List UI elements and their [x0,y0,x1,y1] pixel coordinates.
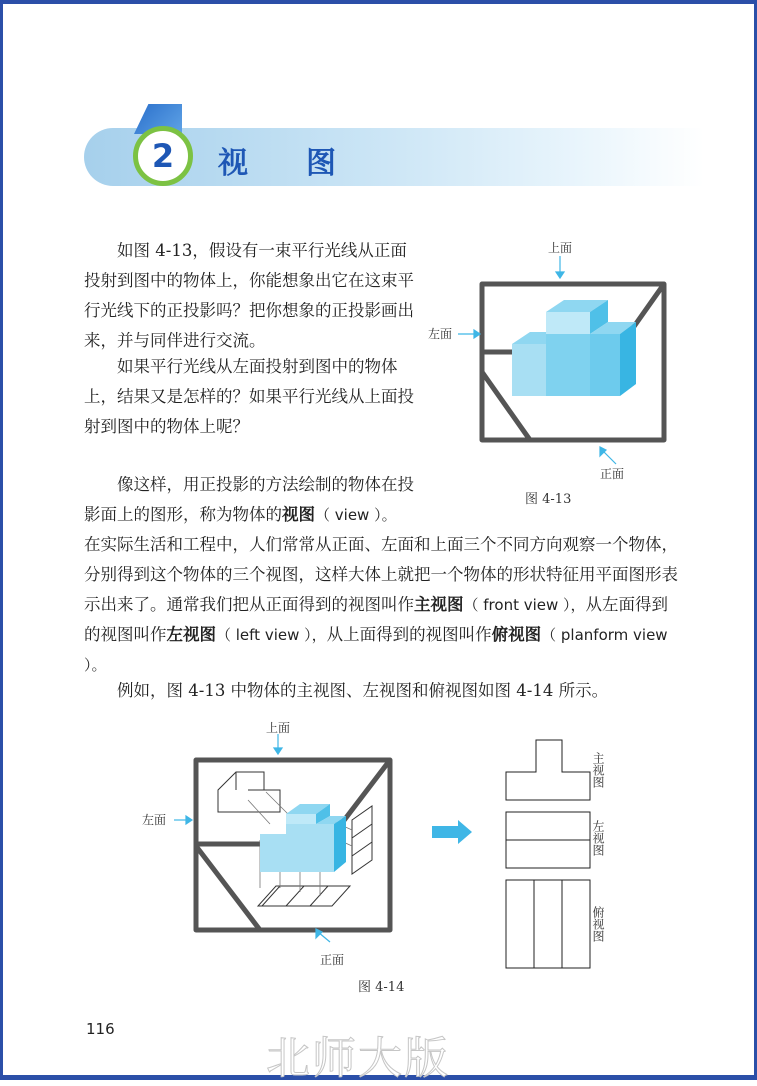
object-block [512,300,636,396]
main-view-shape [506,740,590,800]
paragraph-5: 例如，图 4-13 中物体的主视图、左视图和俯视图如图 4-14 所示。 [117,681,609,700]
term-view-english: （ view ）。 [315,506,397,524]
paragraph-2: 如果平行光线从左面投射到图中的物体上，结果又是怎样的？如果平行光线从上面投射到图中的物体上呢？ [84,357,414,436]
label-front-2: 正面 [320,953,345,967]
term-top-view: 俯视图 [491,625,542,644]
label-front: 正面 [600,467,625,481]
paragraph-1: 如图 4-13，假设有一束平行光线从正面投射到图中的物体上，你能想象出它在这束平行光线下的正投影吗？把你想象的正投影画出来，并与同伴进行交流。 [84,241,414,350]
label-top-view: 俯视图 [591,906,605,942]
figure-4-13 [420,236,700,486]
term-left-view-english: （ left view ）， [216,626,327,644]
paragraph-3-text: 像这样，用正投影的方法绘制的物体在投影面上的图形，称为物体的 [84,475,414,524]
term-front-view-english: （ front view ）， [463,596,586,614]
paragraph-3 [84,470,420,530]
label-left-view: 左视图 [591,820,605,856]
term-top-view-english: （ planform view ）。 [84,626,668,674]
section-number: 2 [151,137,175,175]
page-number: 116 [86,1020,115,1038]
label-left-2: 左面 [142,813,167,827]
top-view-shape [506,880,590,968]
term-front-view: 主视图 [414,595,464,614]
object-block-small [260,804,346,872]
paragraph-4 [84,530,684,680]
label-top-2: 上面 [265,721,291,735]
figure-4-14 [140,720,620,980]
figure-4-14-caption: 图 4-14 [358,980,405,995]
figure-4-14-drawing [140,720,620,980]
term-left-view: 左视图 [166,625,216,644]
figure-4-13-caption: 图 4-13 [525,492,572,507]
section-number-badge [133,126,193,186]
label-main-view: 主视图 [591,752,605,788]
watermark: 北师大版 [266,1033,450,1084]
label-top: 上面 [547,241,573,255]
figure-4-13-drawing [420,236,700,486]
section-title: 视图 [218,146,394,181]
paragraph-4-text-1: 在实际生活和工程中，人们常常从正面、左面和上面三个不同方向观察一个物体，分别得到这个物体的三个视图，这样大体上就把一个物体的形状特征用平面图形表示出来了。通常我们把从正面得到的视图叫作 [84,535,678,614]
page-frame-left [0,0,3,1080]
term-view: 视图 [282,505,315,524]
label-left: 左面 [428,327,453,341]
paragraph-4-text-3: 从上面得到的视图叫作 [326,625,492,644]
result-arrow [432,820,472,844]
paragraph-4-text-2: 从左面得到的视图叫作 [84,595,669,644]
page-frame-top [0,0,757,4]
